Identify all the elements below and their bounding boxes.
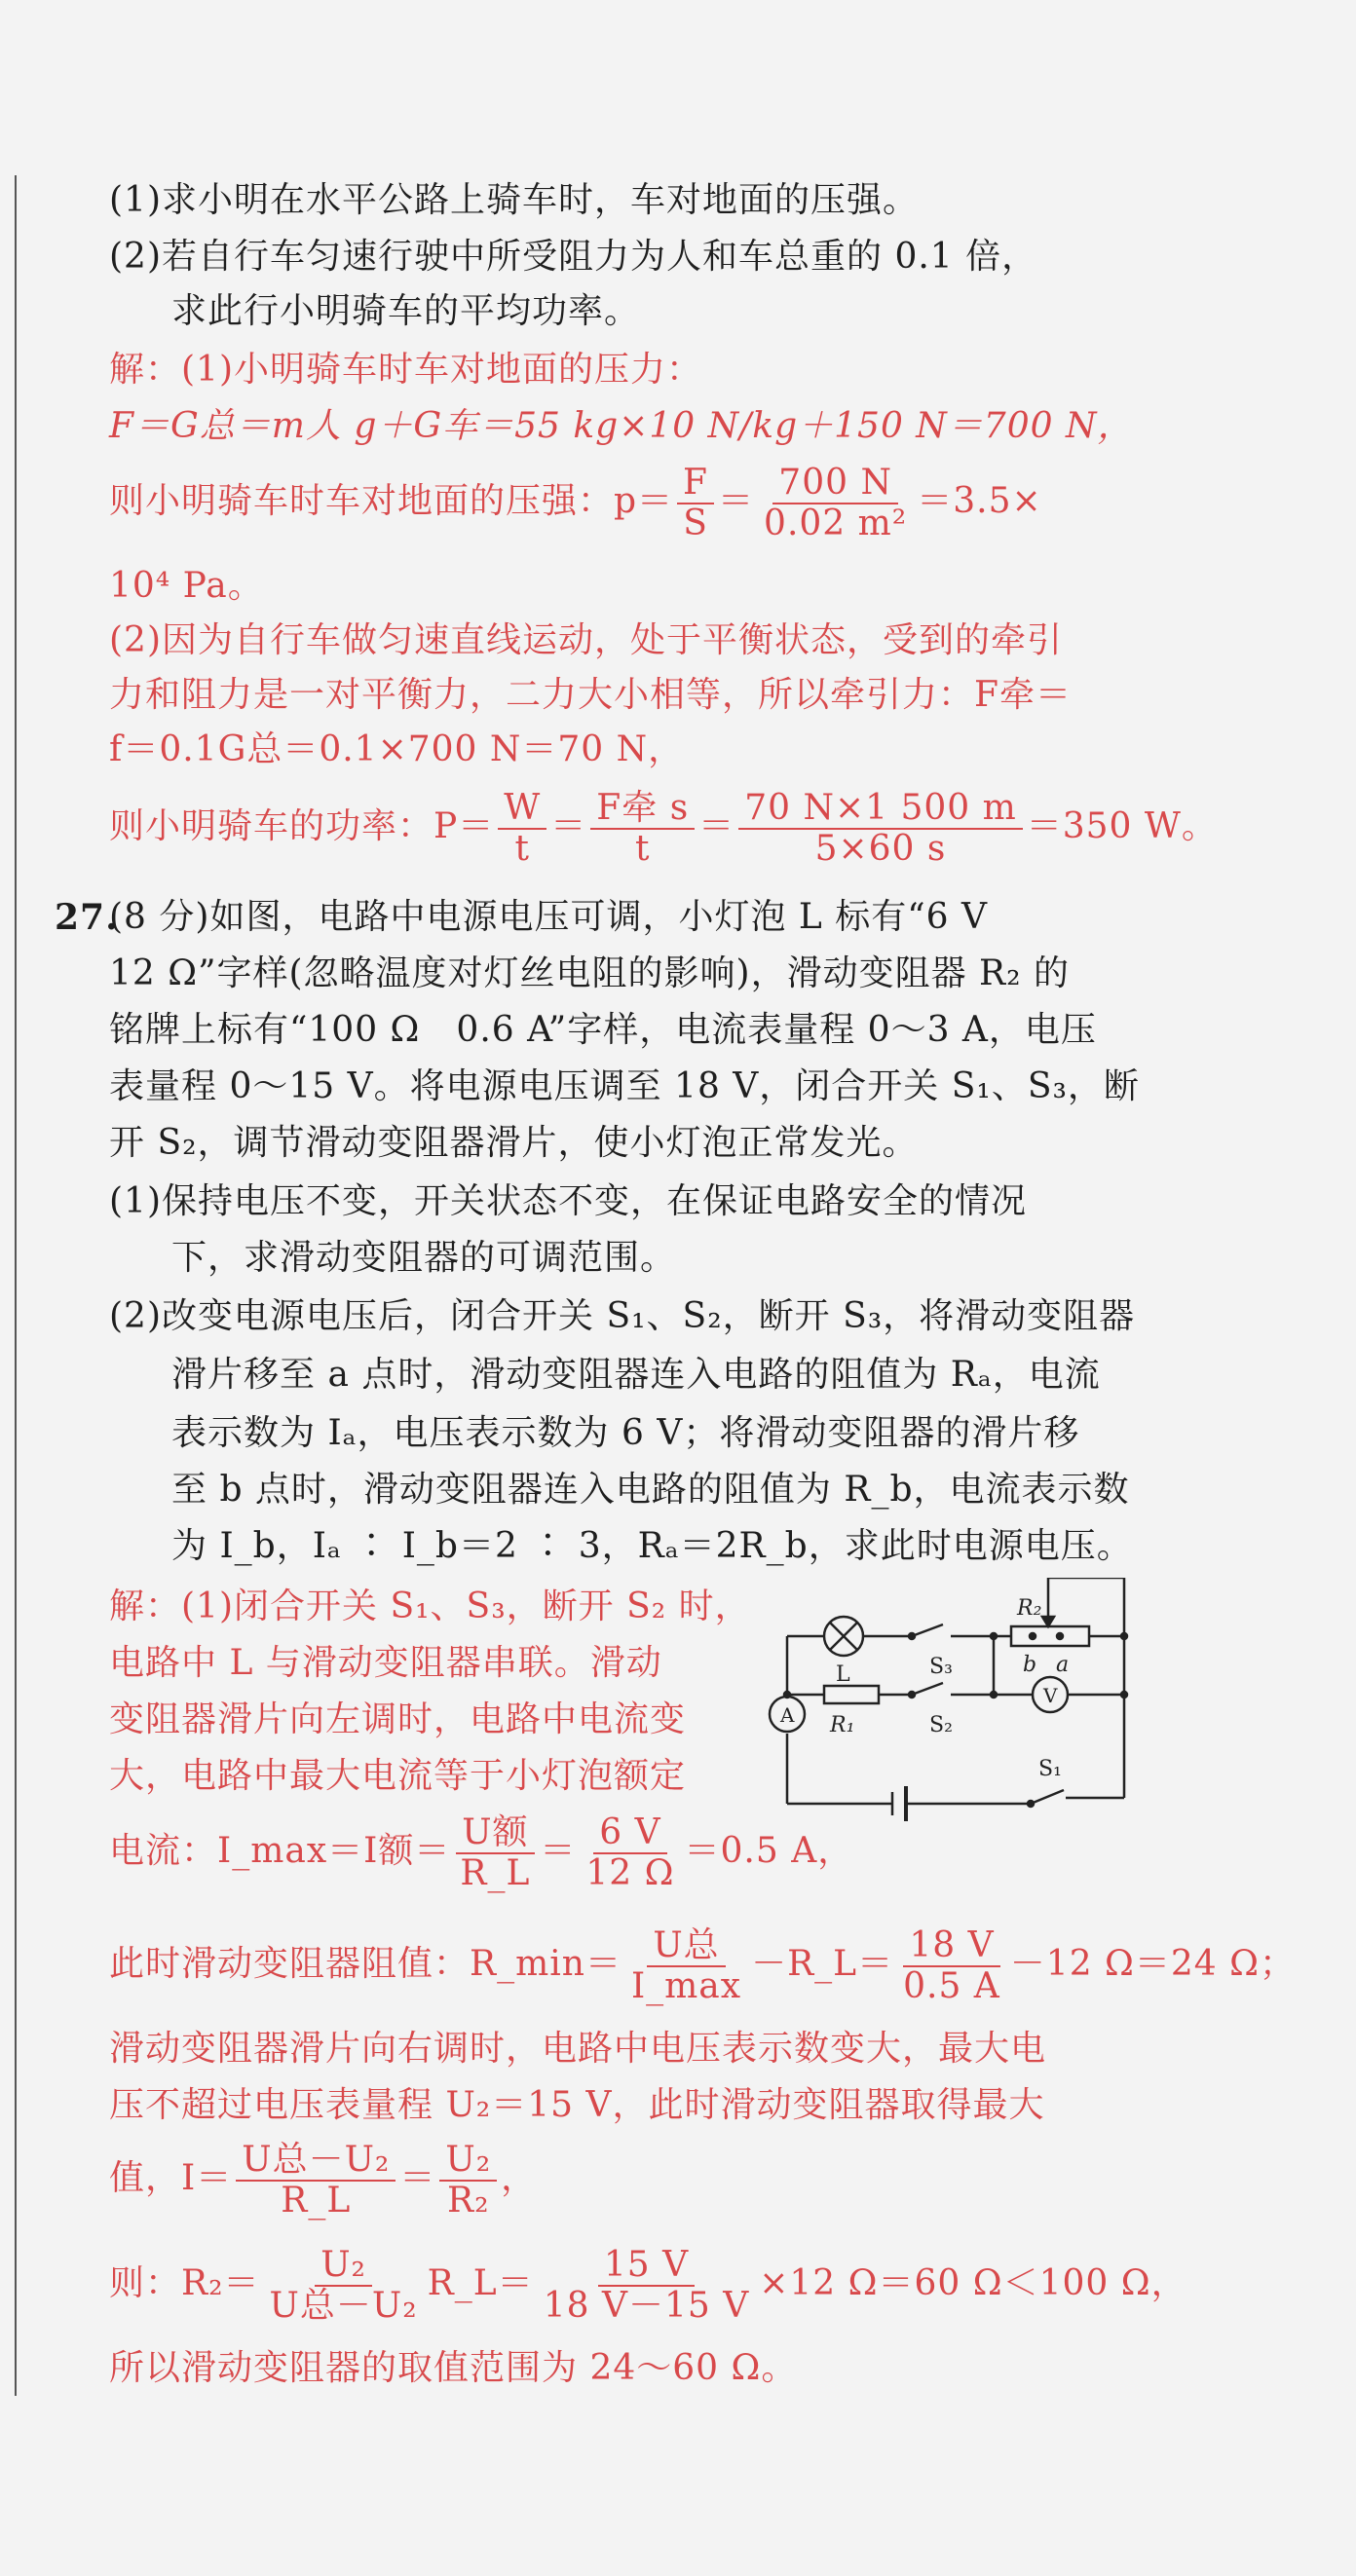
junction [1121,1692,1127,1698]
fraction: $\frac{18 V}{0.5 A}$ [903,1925,1000,2006]
q27-part2-line1: (2)改变电源电压后，闭合开关 S₁、S₂，断开 S₃，将滑动变阻器 [109,1296,1136,1336]
label-b: b [1023,1653,1037,1677]
switch-s3-blade [912,1624,943,1636]
q27-number: 27. [55,897,119,938]
fraction: $\frac{\text{U₂}}{\text{U总－U₂}}$ [269,2245,418,2326]
sol26-line5: (2)因为自行车做匀速直线运动，处于平衡状态，受到的牵引 [109,620,1063,660]
resistor-r1 [824,1686,879,1703]
q27-part2-line3: 表示数为 Iₐ，电压表示数为 6 V；将滑动变阻器的滑片移 [171,1413,1080,1453]
sol27-line2: 电路中 L 与滑动变阻器串联。滑动 [109,1643,662,1683]
sol27-line6: 此时滑动变阻器阻值：R_min＝ $\frac{\text{U总}}{I\_\max}$ －R_L＝ $\frac{18 V}{0.5 A}$ －12 Ω＝24 Ω； [109,1925,1296,2006]
fraction: $\frac{W}{t}$ [498,789,546,869]
fraction: $\frac{\text{U额}}{R\_L}$ [454,1813,536,1893]
label-s3: S₃ [929,1655,953,1679]
q27-part2-line5: 为 I_b，Iₐ ∶ I_b＝2 ∶ 3，Rₐ＝2R_b，求此时电源电压。 [171,1526,1133,1566]
q27-part1-line2: 下，求滑动变阻器的可调范围。 [171,1238,677,1278]
q27-line3: 铭牌上标有“100 Ω 0.6 A”字样，电流表量程 0～3 A，电压 [109,1010,1097,1050]
sol27-line5: 电流：I_max＝I额＝ $\frac{\text{U额}}{R\_L}$ ＝ $\frac{6 V}{12 \Omega}$ ＝0.5 A， [109,1812,854,1893]
label-s1: S₁ [1038,1757,1062,1781]
q27-part2-line2: 滑片移至 a 点时，滑动变阻器连入电路的阻值为 Rₐ，电流 [171,1355,1101,1395]
q26-part1: (1)求小明在水平公路上骑车时，车对地面的压强。 [109,180,919,220]
fraction: $\frac{70 N\times 1 500 m}{5\times 60 s}$ [738,789,1023,869]
fraction: $\frac{\text{F牵 s}}{t}$ [590,789,695,869]
circuit-diagram [768,1578,1138,1841]
sol26-line7: f＝0.1G总＝0.1×700 N＝70 N， [109,729,685,769]
point-b-dot [1030,1633,1036,1639]
point-a-dot [1057,1633,1063,1639]
fraction: $\frac{\text{U总}}{I\_\max}$ [630,1925,742,2006]
fraction: $\frac{15 V}{18 V-15 V}$ [543,2245,750,2326]
q27-line5: 开 S₂，调节滑动变阻器滑片，使小灯泡正常发光。 [109,1123,919,1163]
switch-s2-blade [912,1683,943,1695]
label-l: L [836,1662,850,1687]
sol27-line8: 压不超过电压表量程 U₂＝15 V，此时滑动变阻器取得最大 [109,2085,1045,2125]
sol27-line1: 解：(1)闭合开关 S₁、S₃，断开 S₂ 时， [109,1587,751,1626]
q27-line4: 表量程 0～15 V。将电源电压调至 18 V，闭合开关 S₁、S₃，断 [109,1066,1140,1106]
sol26-line8: 则小明骑车的功率：P＝ $\frac{W}{t}$ ＝ $\frac{\text{F牵 s}}{t}$ ＝ $\frac{70 N\times 1 500 m}{5\times 60 s}$ ＝350 W。 [109,788,1218,869]
junction [784,1692,790,1698]
q26-part2-line1: (2)若自行车匀速行驶中所受阻力为人和车总重的 0.1 倍， [109,237,1038,277]
sol27-line10: 则：R₂＝ $\frac{\text{U₂}}{\text{U总－U₂}}$ R_L＝ $\frac{15 V}{18 V-15 V}$ ×12 Ω＝60 Ω＜100 Ω， [109,2245,1187,2326]
fraction: $\frac{6 V}{12 \Omega}$ [585,1812,675,1893]
fraction: $\frac{700 N}{\text{0.02 m²}}$ [764,463,908,543]
rheostat-r2 [1011,1626,1089,1646]
junction [1121,1633,1127,1639]
label-r1: R₁ [830,1713,855,1737]
fraction: $\frac{\text{U₂}}{\text{R₂}}$ [439,2141,497,2221]
q27-part2-line4: 至 b 点时，滑动变阻器连入电路的阻值为 R_b，电流表示数 [171,1470,1130,1510]
sol26-line1: 解：(1)小明骑车时车对地面的压力： [109,350,702,390]
sol27-line11: 所以滑动变阻器的取值范围为 24～60 Ω。 [109,2348,798,2388]
fraction: $\frac{\text{U总－U₂}}{R\_L}$ [236,2141,396,2221]
margin-rule [15,175,17,2396]
sol27-line3: 变阻器滑片向左调时，电路中电流变 [109,1699,687,1739]
sol27-line9: 值，I＝ $\frac{\text{U总－U₂}}{R\_L}$ ＝ $\frac{\text{U₂}}{\text{R₂}}$ ， [109,2140,538,2221]
sol26-line6: 力和阻力是一对平衡力，二力大小相等，所以牵引力：F牵＝ [109,675,1072,715]
q26-part2-line2: 求此行小明骑车的平均功率。 [171,291,641,331]
sol26-line4: 10⁴ Pa。 [109,566,264,606]
slider-arrow-icon [1042,1617,1054,1626]
label-s2: S₂ [929,1713,953,1737]
sol27-line4: 大，电路中最大电流等于小灯泡额定 [109,1756,687,1796]
label-r2: R₂ [1017,1596,1042,1621]
q27-line2: 12 Ω”字样(忽略温度对灯丝电阻的影响)，滑动变阻器 R₂ 的 [109,953,1071,993]
sol26-line3: 则小明骑车时车对地面的压强：p＝ $\frac{F}{S}$ ＝ $\frac{700 N}{\text{0.02 m²}}$ ＝3.5× [109,463,1042,543]
sol26-line2: F＝G总＝m人 g＋G车＝55 kg×10 N/kg＋150 N＝700 N， [109,406,1134,446]
sol27-line7: 滑动变阻器滑片向右调时，电路中电压表示数变大，最大电 [109,2029,1047,2069]
q27-line1: (8 分)如图，电路中电源电压可调，小灯泡 L 标有“6 V [109,897,988,937]
voltmeter-label: V [1043,1684,1058,1707]
q27-part1-line1: (1)保持电压不变，开关状态不变，在保证电路安全的情况 [109,1181,1027,1221]
ammeter-label: A [780,1703,795,1727]
label-a: a [1056,1653,1070,1677]
fraction: $\frac{F}{S}$ [677,464,714,543]
switch-s1-blade [1031,1790,1064,1804]
junction [991,1692,997,1698]
